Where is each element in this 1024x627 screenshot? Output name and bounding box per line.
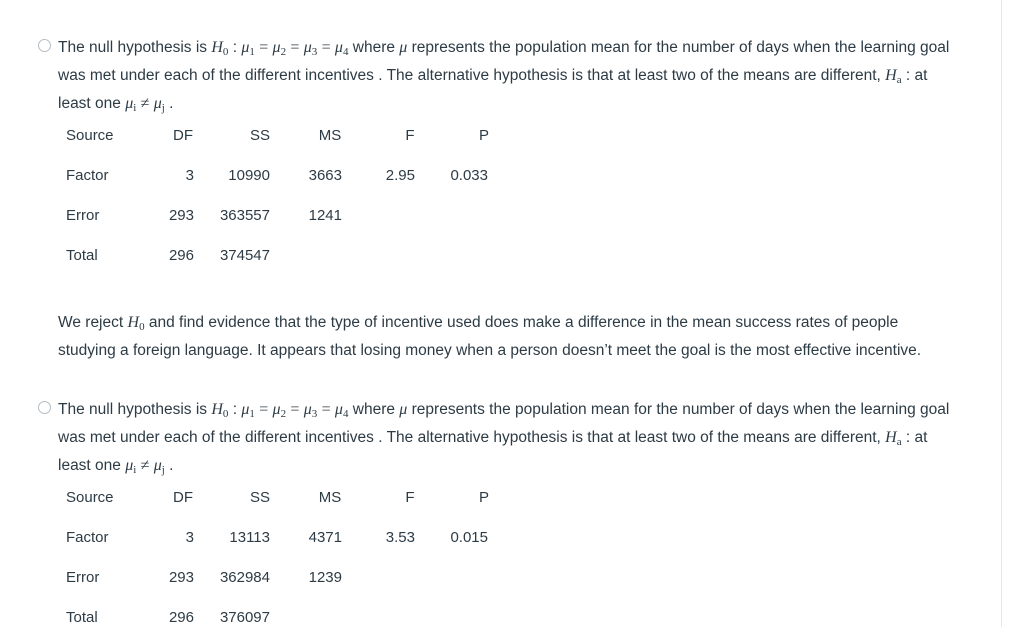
row-total-source: Total: [66, 247, 98, 264]
row-total-df: 296: [168, 609, 194, 626]
period: .: [169, 457, 174, 474]
subscript: a: [896, 436, 902, 448]
row-error-ms: 1239: [308, 569, 342, 586]
header-ss: SS: [249, 489, 270, 506]
row-factor-f: 2.95: [385, 167, 415, 184]
mu-symbol: μ: [399, 39, 408, 56]
subscript: i: [133, 464, 137, 476]
row-factor-p: 0.033: [450, 167, 488, 184]
where-text: where: [348, 401, 400, 418]
subscript: i: [133, 102, 137, 114]
mu-symbol: μ: [399, 401, 408, 418]
hypothesis-middle: represents the population mean for the number of days when the learning goal was met under each of the different incentives . The alternative hypothesis is that at least two of the means are different,: [58, 401, 950, 446]
row-error-ss: 363557: [219, 207, 270, 224]
subscript: 0: [222, 408, 229, 420]
subscript: 2: [280, 46, 287, 58]
subscript: 0: [139, 321, 145, 333]
hypothesis-prefix: The null hypothesis is: [58, 401, 212, 418]
subscript: 4: [342, 46, 349, 58]
row-factor-ms: 4371: [308, 529, 342, 546]
option-2-hypothesis-text: [58, 398, 963, 482]
subscript: 1: [249, 46, 255, 58]
header-df: DF: [173, 127, 193, 144]
conclusion-rest: and find evidence that the type of incentive used does make a difference in the mean success rates of people studying a foreign language. It appears that losing money when a person doesn’t meet the goal is the most effective incentive.: [58, 314, 922, 359]
header-p: P: [478, 489, 489, 506]
radio-button-option-1[interactable]: [38, 39, 51, 52]
subscript: 1: [249, 408, 255, 420]
subscript: 3: [311, 408, 318, 420]
at-least-text: : at least one: [58, 429, 928, 474]
subscript: j: [161, 464, 165, 476]
row-factor-source: Factor: [66, 167, 109, 184]
row-error-ss: 362984: [219, 569, 270, 586]
subscript: 4: [342, 408, 349, 420]
subscript: 0: [222, 46, 229, 58]
row-factor-ss: 13113: [229, 529, 270, 546]
mu-symbol: μ: [241, 401, 250, 418]
at-least-text: : at least one: [58, 67, 928, 112]
scrollbar-track[interactable]: [1001, 0, 1002, 627]
h0-symbol: H: [127, 314, 140, 331]
subscript: 2: [280, 408, 287, 420]
row-error-df: 293: [168, 207, 194, 224]
header-df: DF: [173, 489, 193, 506]
mu-symbol: μ: [125, 457, 134, 474]
option-1-conclusion: [58, 311, 958, 362]
mu-symbol: μ: [303, 401, 312, 418]
equals-sign: =: [290, 39, 300, 56]
subscript: j: [161, 102, 165, 114]
row-total-source: Total: [66, 609, 98, 626]
header-p: P: [478, 127, 489, 144]
equals-sign: =: [290, 401, 300, 418]
radio-button-option-2[interactable]: [38, 401, 51, 414]
equals-sign: =: [259, 401, 269, 418]
row-error-ms: 1241: [308, 207, 342, 224]
mu-symbol: μ: [272, 39, 281, 56]
row-error-source: Error: [66, 569, 100, 586]
not-equal-sign: ≠: [140, 457, 150, 474]
header-ss: SS: [249, 127, 270, 144]
header-ms: MS: [318, 127, 342, 144]
mu-symbol: μ: [334, 39, 343, 56]
equals-sign: =: [321, 401, 331, 418]
mu-symbol: μ: [303, 39, 312, 56]
subscript: a: [896, 74, 902, 86]
colon: :: [228, 401, 238, 418]
row-factor-df: 3: [185, 167, 194, 184]
h0-symbol: H: [211, 39, 223, 56]
row-factor-ss: 10990: [228, 167, 270, 184]
row-error-df: 293: [168, 569, 194, 586]
mu-symbol: μ: [334, 401, 343, 418]
mu-symbol: μ: [241, 39, 250, 56]
mu-symbol: μ: [125, 95, 134, 112]
ha-symbol: H: [885, 67, 897, 84]
period: .: [169, 95, 174, 112]
option-1-hypothesis-text: [58, 36, 963, 120]
hypothesis-prefix: The null hypothesis is: [58, 39, 212, 56]
header-ms: MS: [318, 489, 342, 506]
colon: :: [228, 39, 238, 56]
conclusion-prefix: We reject: [58, 314, 128, 331]
row-total-df: 296: [168, 247, 194, 264]
header-f: F: [405, 127, 415, 144]
hypothesis-middle: represents the population mean for the number of days when the learning goal was met under each of the different incentives . The alternative hypothesis is that at least two of the means are different,: [58, 39, 950, 84]
not-equal-sign: ≠: [140, 95, 150, 112]
row-error-source: Error: [66, 207, 100, 224]
h0-symbol: H: [211, 401, 223, 418]
where-text: where: [348, 39, 400, 56]
equals-sign: =: [259, 39, 269, 56]
equals-sign: =: [321, 39, 331, 56]
row-factor-ms: 3663: [308, 167, 342, 184]
header-source: Source: [66, 127, 114, 144]
row-factor-source: Factor: [66, 529, 109, 546]
row-factor-df: 3: [185, 529, 194, 546]
mu-symbol: μ: [153, 457, 162, 474]
subscript: 3: [311, 46, 318, 58]
row-factor-f: 3.53: [385, 529, 415, 546]
row-total-ss: 374547: [219, 247, 270, 264]
header-f: F: [405, 489, 415, 506]
ha-symbol: H: [885, 429, 897, 446]
mu-symbol: μ: [272, 401, 281, 418]
header-source: Source: [66, 489, 114, 506]
mu-symbol: μ: [153, 95, 162, 112]
row-factor-p: 0.015: [450, 529, 488, 546]
row-total-ss: 376097: [219, 609, 270, 626]
